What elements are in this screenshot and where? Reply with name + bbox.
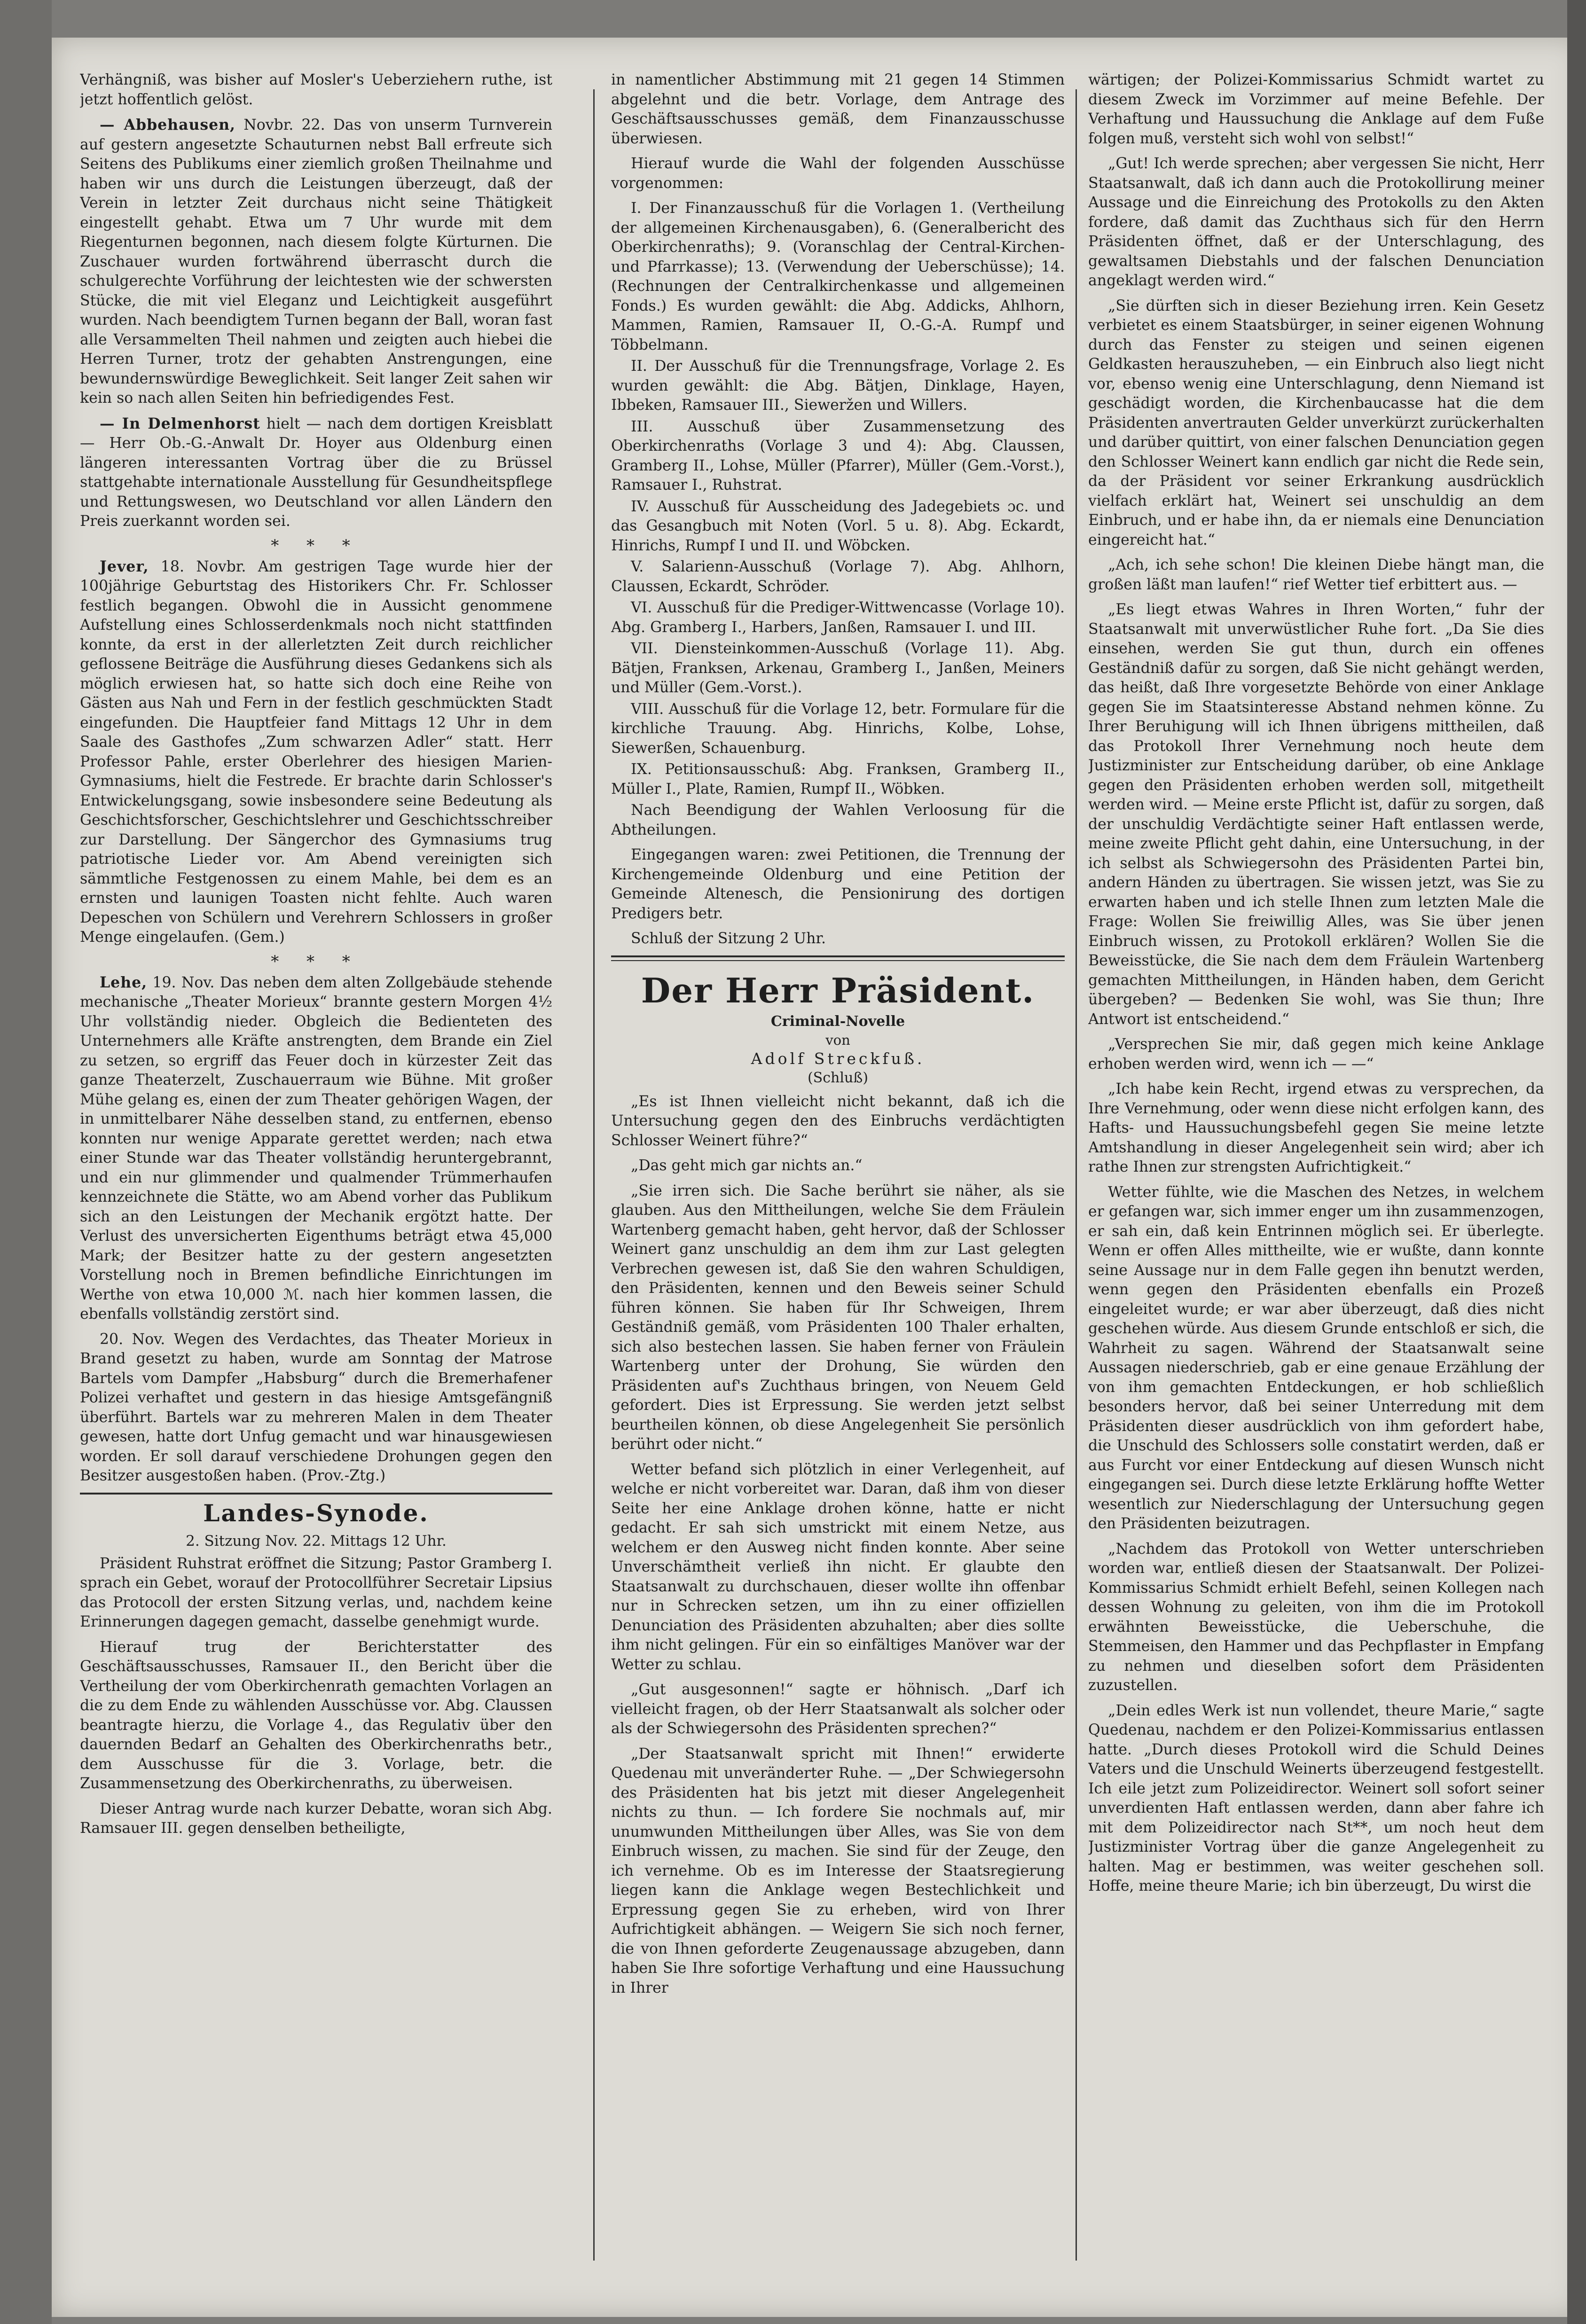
column-2 — [611, 70, 1065, 2279]
story-paragraph-4: Wetter befand sich plötzlich in einer Verlegenheit, auf welche er nicht vorbereitet war. Daran, daß ihm von dieser Seite her eine Anklage drohen könne, hatte er nicht gedacht. Er sah sich umstrickt mit einem Netze, aus welchem er den Ausweg nicht finden konnte. Aber seine Unverschämtheit verließ ihn nicht. Er glaubte den Staatsanwalt zu durchschauen, dieser wollte ihn offenbar nur in Schrecken setzen, um ihn zu einer offiziellen Denunciation des Präsidenten abzuhalten; aber dies sollte ihm nicht gelingen. Für ein so einfältiges Manöver war der Wetter zu schlau. — [611, 1461, 1065, 1673]
committee-item-4: IV. Ausschuß für Ausscheidung des Jadegebiets ɔc. und das Gesangbuch mit Noten (Vorl. 5 u. 8). Abg. Eckardt, Hinrichs, Rumpf I und II. und Wöbcken. — [611, 498, 1065, 554]
committee-item-7: VII. Diensteinkommen-Ausschuß (Vorlage 11). Abg. Bätjen, Franksen, Arkenau, Gramberg I., Janßen, Meiners und Müller (Gem.-Vorst.). — [611, 640, 1065, 696]
article-delmenhorst: — In Delmenhorst hielt — nach dem dortigen Kreisblatt — Herr Ob.-G.-Anwalt Dr. Hoyer aus Oldenburg einen längeren interessanten Vortrag über die zu Brüssel stattgehabte internationale Ausstellung für Gesundheitspflege und Rettungswesen, wo Deutschland vor allen Ländern den Preis zuerkannt worden sei. — [80, 415, 552, 530]
story-paragraph-6: „Der Staatsanwalt spricht mit Ihnen!“ erwiderte Quedenau mit unveränderter Ruhe. — „Der Schwiegersohn des Präsidenten hat bis jetzt mit dieser Angelegenheit nichts zu thun. — Ich fordere Sie nochmals auf, mir unumwunden Mittheilungen über Alles, was Sie von dem Einbruch wissen, zu machen. Sie sind für der Zeuge, den ich vernehme. Ob es im Interesse der Staatsregierung liegen kann die Anklage wegen Bestechlichkeit und Erpressung gegen Sie zu erheben, wird von Ihrer Aufrichtigkeit abhängen. — Weigern Sie sich noch ferner, die von Ihnen geforderte Zeugenaussage abzugeben, dann haben Sie Ihre sofortige Verhaftung und eine Haussuchung in Ihrer — [611, 1745, 1065, 1996]
session-line: 2. Sitzung Nov. 22. Mittags 12 Uhr. — [186, 1532, 447, 1549]
story-paragraph-9: „Sie dürften sich in dieser Beziehung irren. Kein Gesetz verbietet es einem Staatsbürger, in seiner eigenen Wohnung durch das Fenster zu steigen und seinen eigenen Geldkasten herauszuheben, — ein Einbruch also liegt nicht vor, ebenso wenig eine Unterschlagung, denn Niemand ist geschädigt worden, die Kirchenbaucasse hat die dem Präsidenten anvertrauten Gelder unverkürzt zurückerhalten und darüber quittirt, von einer falschen Denunciation gegen den Schlosser Weinert kann endlich gar nicht die Rede sein, da der Präsident vor seiner Erkrankung ausdrücklich vielfach erklärt hat, Weinert sei unschuldig an dem Einbruch, und er habe ihn, da er niemals eine Denunciation eingereicht hat.“ — [1088, 297, 1544, 548]
column-divider-1 — [593, 89, 595, 2261]
story-paragraph-12: „Versprechen Sie mir, daß gegen mich keine Anklage erhoben werden wird, wenn ich — —“ — [1088, 1036, 1544, 1072]
intro-paragraph: Verhängniß, was bisher auf Mosler's Ueberziehern ruthe, ist jetzt hoffentlich gelöst. — [80, 71, 552, 108]
column-3 — [1088, 70, 1544, 2279]
story-author: Adolf Streckfuß. — [751, 1049, 925, 1068]
section-rule — [80, 1493, 552, 1495]
place-abbehausen: — Abbehausen, — [100, 116, 236, 133]
story-by: von — [825, 1032, 850, 1048]
synod-paragraph-end-1: Nach Beendigung der Wahlen Verloosung für die Abtheilungen. — [611, 802, 1065, 838]
story-paragraph-14: Wetter fühlte, wie die Maschen des Netzes, in welchem er gefangen war, sich immer enger um ihn zusammenzogen, er sah ein, daß kein Entrinnen möglich sei. Er überlegte. Wenn er offen Alles mittheilte, wie er wußte, dann konnte seine Aussage nur in dem Falle gegen ihn benutzt werden, wenn gegen den Präsidenten ebenfalls ein Prozeß eingeleitet wurde; er war aber überzeugt, daß dies nicht geschehen würde. Aus diesem Grunde entschloß er sich, die Wahrheit zu sagen. Während der Staatsanwalt seine Aussagen niederschrieb, gab er eine genaue Erzählung der von ihm gemachten Entdeckungen, er hob schließlich besonders hervor, daß bei seiner Unterredung mit dem Präsidenten dieser ausdrücklich von ihm gefordert habe, die Unschuld des Schlossers solle constatirt werden, daß er aus Furcht vor einer Entdeckung auf diesen Wunsch nicht eingegangen sei. Durch diese letzte Erklärung hoffte Wetter wesentlich zur Niederschlagung der Untersuchung gegen den Präsidenten beizutragen. — [1088, 1183, 1544, 1532]
story-paragraph-11: „Es liegt etwas Wahres in Ihren Worten,“ fuhr der Staatsanwalt mit unverwüstlicher Ruhe fort. „Da Sie dies einsehen, werden Sie gut thun, durch ein offenes Geständniß dafür zu sorgen, daß Sie nicht gehängt werden, das heißt, daß Ihre vorgesetzte Behörde von einer Anklage gegen Sie im Staatsinteresse Abstand nehmen könne. Zu Ihrer Beruhigung will ich Ihnen übrigens mittheilen, daß das Protokoll Ihrer Vernehmung noch heute dem Justizminister zur Entscheidung darüber, ob eine Anklage gegen den Präsidenten erhoben werden soll, mitgetheilt werden wird. — Meine erste Pflicht ist, dafür zu sorgen, daß der unschuldig Verdächtigte seiner Haft entlassen werde, meine zweite Pflicht geht dahin, eine Untersuchung, in der ich selbst als Schwiegersohn des Präsidenten Partei bin, andern Händen zu übertragen. Sie wissen jetzt, was Sie zu erwarten haben und ich stelle Ihnen zum letzten Male die Frage: Wollen Sie freiwillig Alles, was Sie über jenen Einbruch wissen, zu Protokoll erklären? Wollen Sie die Beweisstücke, die Sie nach dem dem Fräulein Wartenberg gemachten Mittheilungen, in Händen haben, dem Gericht übergeben? — Bedenken Sie wohl, was Sie thun; Ihre Antwort ist entscheidend.“ — [1088, 601, 1544, 1028]
story-paragraph-1: „Es ist Ihnen vielleicht nicht bekannt, daß ich die Untersuchung gegen den des Einbruchs verdächtigten Schlosser Weinert führe?“ — [611, 1093, 1065, 1149]
committee-item-5: V. Salarienn-Ausschuß (Vorlage 7). Abg. Ahlhorn, Claussen, Eckardt, Schröder. — [611, 558, 1065, 595]
article-lehe-2: 20. Nov. Wegen des Verdachtes, das Theater Morieux in Brand gesetzt zu haben, wurde am Sonntag der Matrose Bartels vom Dampfer „Habsburg“ durch die Bremerhafener Polizei verhaftet und gestern in das hiesige Amtsgefängniß überführt. Bartels war zu mehreren Malen in dem Theater gewesen, hatte dort Unfug gemacht und war hinausgewiesen worden. Er soll darauf verschiedene Drohungen gegen den Besitzer ausgestoßen haben. (Prov.-Ztg.) — [80, 1330, 552, 1484]
synod-paragraph-end-2: Eingegangen waren: zwei Petitionen, die Trennung der Kirchengemeinde Oldenburg und eine Petition der Gemeinde Altenesch, die Pensionirung des dortigen Predigers betr. — [611, 846, 1065, 922]
synod-paragraph-1: Präsident Ruhstrat eröffnet die Sitzung; Pastor Gramberg I. sprach ein Gebet, worauf der Protocollführer Secretair Lipsius das Protocoll der ersten Sitzung verlas, und, nachdem keine Erinnerungen dagegen gemacht, dasselbe genehmigt wurde. — [80, 1555, 552, 1630]
separator: * * * — [271, 536, 361, 555]
column-divider-2 — [1076, 89, 1077, 2261]
synod-paragraph-2: Hierauf trug der Berichterstatter des Geschäftsausschusses, Ramsauer II., den Bericht über die Vertheilung der vom Oberkirchenrath gemachten Vorlagen an die zu dem Ende zu wählenden Ausschüsse vor. Abg. Claussen beantragte hierzu, die Vorlage 4., das Regulativ über den dauernden Bedarf an Gehalten des Oberkirchenraths betr., dem Ausschusse für die 3. Vorlage, betr. die Zusammensetzung des Oberkirchenraths, zu überweisen. — [80, 1638, 552, 1792]
story-paragraph-7: wärtigen; der Polizei-Kommissarius Schmidt wartet zu diesem Zweck im Vorzimmer auf meine Befehle. Der Verhaftung und Haussuchung die Anklage auf dem Fuße folgen muß, versteht sich wohl von selbst!“ — [1088, 71, 1544, 147]
story-title: Der Herr Präsident. — [641, 970, 1035, 1010]
story-paragraph-15: „Nachdem das Protokoll von Wetter unterschrieben worden war, entließ diesen der Staatsanwalt. Der Polizei-Kommissarius Schmidt erhielt Befehl, seinen Kollegen nach dessen Wohnung zu geleiten, von ihm die im Protokoll erwähnten Beweisstücke, die Ueberschuhe, die Stemmeisen, den Hammer und das Pechpflaster in Empfang zu nehmen und dieselben sofort dem Präsidenten zuzustellen. — [1088, 1540, 1544, 1694]
synod-cont-paragraph: in namentlicher Abstimmung mit 21 gegen 14 Stimmen abgelehnt und die betr. Vorlage, dem Antrage des Geschäftsausschusses gemäß, dem Finanzausschusse überwiesen. — [611, 71, 1065, 147]
committee-item-2: II. Der Ausschuß für die Trennungsfrage, Vorlage 2. Es wurden gewählt: die Abg. Bätjen, Dinklage, Hayen, Ibbeken, Ramsauer III., Sieweržen und Willers. — [611, 358, 1065, 414]
separator: * * * — [271, 952, 361, 971]
feuilleton-rule-thin — [611, 960, 1065, 961]
section-heading-synode: Landes-Synode. — [203, 1499, 429, 1527]
scan-left-margin — [0, 0, 52, 2324]
synod-paragraph-3: Dieser Antrag wurde nach kurzer Debatte, woran sich Abg. Ramsauer III. gegen denselben betheiligte, — [80, 1800, 552, 1837]
synod-elections-intro: Hierauf wurde die Wahl der folgenden Ausschüsse vorgenommen: — [611, 155, 1065, 192]
article-abbehausen: — Abbehausen, Novbr. 22. Das von unserm Turnverein auf gestern angesetzte Schauturnen nebst Ball erfreute sich Seitens des Publikums einer ziemlich großen Theilnahme und haben wir uns durch die Leistungen überzeugt, daß der Verein in letzter Zeit durchaus nicht seine Thätigkeit eingestellt gehabt. Etwa um 7 Uhr wurde mit dem Riegenturnen begonnen, nach diesem folgte Kürturnen. Die Zuschauer wurden fortwährend überrascht durch die schulgerechte Vorführung der leichtesten wie der schwersten Stücke, die mit viel Eleganz und Leichtigkeit ausgeführt wurden. Nach beendigtem Turnen begann der Ball, woran fast alle Versammelten Theil nahmen und zeigten auch hiebei die Herren Turner, trotz der gehabten Anstrengungen, eine bewundernswürdige Beweglichkeit. Seit langer Zeit sahen wir kein so nach allen Seiten hin befriedigendes Fest. — [80, 116, 552, 407]
story-paragraph-13: „Ich habe kein Recht, irgend etwas zu versprechen, da Ihre Vernehmung, oder wenn diese nicht erfolgen kann, des Hafts- und Haussuchungsbefehl gegen Sie meine letzte Amtshandlung in dieser Angelegenheit sein wird; aber ich rathe Ihnen zur strengsten Aufrichtigkeit.“ — [1088, 1080, 1544, 1175]
article-lehe: Lehe, 19. Nov. Das neben dem alten Zollgebäude stehende mechanische „Theater Morieux“ brannte gestern Morgen 4½ Uhr vollständig nieder. Obgleich die Bedienteten des Unternehmers alle Kräfte anstrengten, dem Brande ein Ziel zu setzen, so ergriff das Feuer doch in kürzester Zeit das ganze Theaterzelt, Zuschauerraum wie Bühne. Mit großer Mühe gelang es, einen der zum Theater gehörigen Wagen, der in unmittelbarer Nähe desselben stand, zu entfernen, ebenso konnten nur wenige Apparate gerettet werden; nach etwa einer Stunde war das Theater vollständig heruntergebrannt, und ein nur glimmender und qualmender Trümmerhaufen kennzeichnete die Stätte, wo am Abend vorher das Publikum sich an den Leistungen der Mechanik ergötzt hatte. Der Verlust des unversicherten Eigenthums beträgt etwa 45,000 Mark; der Besitzer hatte zu der gestern angesetzten Vorstellung noch in Bremen befindliche Einrichtungen im Werthe von etwa 10,000 ℳ. nach hier kommen lassen, die ebenfalls vollständig zerstört sind. — [80, 973, 552, 1322]
committee-item-6: VI. Ausschuß für die Prediger-Wittwencasse (Vorlage 10). Abg. Gramberg I., Harbers, Janßen, Ramsauer I. und III. — [611, 599, 1065, 636]
committee-item-9: IX. Petitionsausschuß: Abg. Franksen, Gramberg II., Müller I., Plate, Ramien, Rumpf II., Wöbken. — [611, 761, 1065, 798]
article-jever: Jever, 18. Novbr. Am gestrigen Tage wurde hier der 100jährige Geburtstag des Historikers Chr. Fr. Schlosser festlich begangen. Obwohl die in Aussicht genommene Aufstellung eines Schlosserdenkmals noch nicht stattfinden konnte, da erst in der allerletzten Zeit durch reichlicher geflossene Beiträge die Ausführung dieses Gedankens sich als möglich erwiesen hat, so hatte sich doch eine Reihe von Gästen aus Nah und Fern in der festlich geschmückten Stadt eingefunden. Die Hauptfeier fand Mittags 12 Uhr in dem Saale des Gasthofes „Zum schwarzen Adler“ statt. Herr Professor Pahle, erster Oberlehrer des hiesigen Marien-Gymnasiums, hielt die Festrede. Er brachte darin Schlosser's Entwickelungsgang, sowie insbesondere seine Bedeutung als Geschichtsforscher, Geschichtslehrer und Geschichtsschreiber zur Darstellung. Der Sängerchor des Gymnasiums trug patriotische Lieder vor. Am Abend vereinigten sich sämmtliche Festgenossen zu einem Mahle, bei dem es an ernsten und launigen Toasten nicht fehlte. Auch waren Depeschen von Schülern und Verehrern Schlossers in großer Menge eingelaufen. (Gem.) — [80, 557, 552, 946]
place-jever: Jever, — [100, 557, 149, 575]
committee-item-3: III. Ausschuß über Zusammensetzung des Oberkirchenraths (Vorlage 3 und 4): Abg. Claussen, Gramberg II., Lohse, Müller (Pfarrer), Müller (Gem.-Vorst.), Ramsauer I., Ruhstrat. — [611, 418, 1065, 493]
session-close: Schluß der Sitzung 2 Uhr. — [631, 930, 826, 947]
committee-item-1: I. Der Finanzausschuß für die Vorlagen 1. (Vertheilung der allgemeinen Kirchenausgaben), 6. (Generalbericht des Oberkirchenraths); 9. (Voranschlag der Central-Kirchen- und Pfarrkasse); 13. (Verwendung der Ueberschüsse); 14. (Rechnungen der Centralkirchenkasse und allgemeinen Fonds.) Es wurden gewählt: die Abg. Addicks, Ahlhorn, Mammen, Ramien, Ramsauer II, O.-G.-A. Rumpf und Többelmann. — [611, 200, 1065, 353]
story-genre: Criminal-Novelle — [770, 1013, 905, 1030]
committee-item-8: VIII. Ausschuß für die Vorlage 12, betr. Formulare für die kirchliche Trauung. Abg. Hinrichs, Kolbe, Lohse, Siewerßen, Schauenburg. — [611, 700, 1065, 757]
story-paragraph-16: „Dein edles Werk ist nun vollendet, theure Marie,“ sagte Quedenau, nachdem er den Polizei-Kommissarius entlassen hatte. „Durch dieses Protokoll wird die Schuld Deines Vaters und die Unschuld Weinerts überzeugend festgestellt. Ich eile jetzt zum Polizeidirector. Weinert soll sofort seiner unverdienten Haft entlassen werden, dann aber fahre ich mit dem Polizeidirector nach St**, um noch heut dem Justizminister Vortrag über die ganze Angelegenheit zu halten. Mag er bestimmen, was weiter geschehen soll. Hoffe, meine theure Marie; ich bin überzeugt, Du wirst die — [1088, 1702, 1544, 1894]
column-1 — [80, 70, 552, 2279]
story-paragraph-2: „Das geht mich gar nichts an.“ — [631, 1157, 863, 1174]
feuilleton-rule — [611, 955, 1065, 957]
story-paragraph-10: „Ach, ich sehe schon! Die kleinen Diebe hängt man, die großen läßt man laufen!“ rief Wetter tief erbittert aus. — — [1088, 556, 1544, 593]
story-note: (Schluß) — [807, 1069, 869, 1086]
scan-right-edge — [1567, 0, 1586, 2324]
story-paragraph-8: „Gut! Ich werde sprechen; aber vergessen Sie nicht, Herr Staatsanwalt, daß ich dann auch die Protokollirung meiner Aussage und die Einreichung des Protokolls zu den Akten fordere, daß damit das Zuchthaus sich für den Herrn Präsidenten öffnet, daß er der Unterschlagung, des gewaltsamen Diebstahls und der falschen Denunciation angeklagt werden wird.“ — [1088, 155, 1544, 289]
story-paragraph-3: „Sie irren sich. Die Sache berührt sie näher, als sie glauben. Aus den Mittheilungen, welche Sie dem Fräulein Wartenberg gemacht haben, geht hervor, daß der Schlosser Weinert ganz unschuldig an dem ihm zur Last gelegten Verbrechen gewesen ist, daß Sie den wahren Schuldigen, den Präsidenten, kennen und den Beweis seiner Schuld führen können. Sie haben für Ihr Schweigen, Ihrem Geständniß gemäß, vom Präsidenten 100 Thaler erhalten, sich also bestechen lassen. Sie haben ferner von Fräulein Wartenberg unter der Drohung, Sie würden den Präsidenten auf's Zuchthaus bringen, von Neuem Geld gefordert. Dies ist Erpressung. Sie werden jetzt selbst beurtheilen können, ob diese Angelegenheit Sie persönlich berührt oder nicht.“ — [611, 1182, 1065, 1453]
story-paragraph-5: „Gut ausgesonnen!“ sagte er höhnisch. „Darf ich vielleicht fragen, ob der Herr Staatsanwalt als solcher oder als der Schwiegersohn des Präsidenten sprechen?“ — [611, 1681, 1065, 1737]
place-delmenhorst: — In Delmenhorst — [100, 415, 260, 432]
place-lehe: Lehe, — [100, 973, 148, 991]
